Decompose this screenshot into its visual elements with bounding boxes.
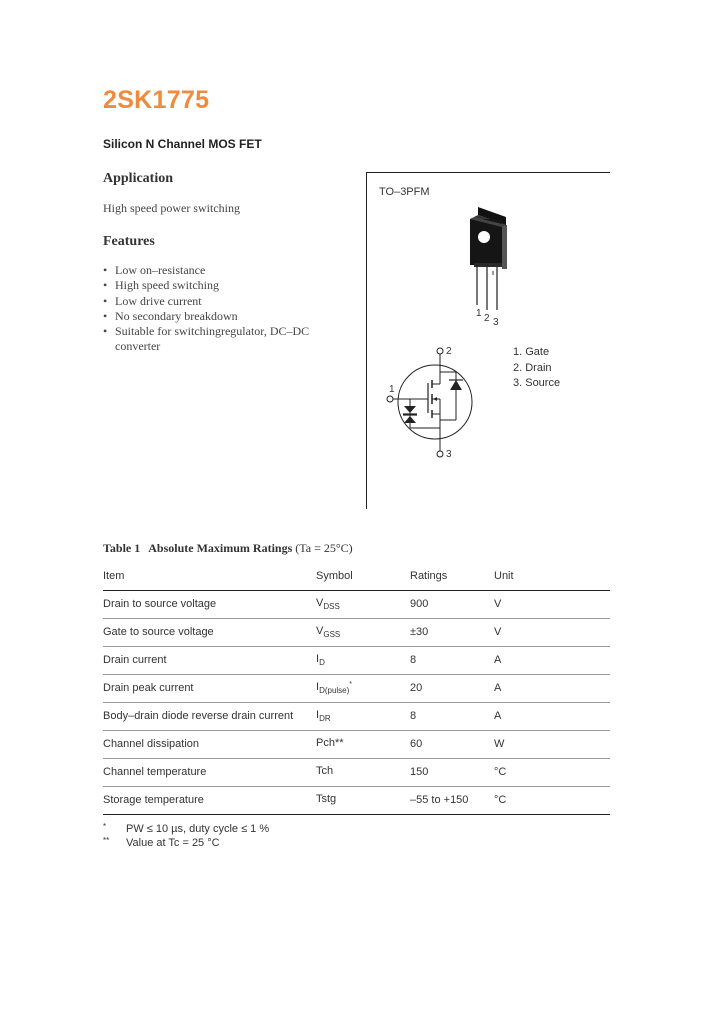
- footnote-text: PW ≤ 10 µs, duty cycle ≤ 1 %: [126, 823, 270, 835]
- bullet-icon: •: [103, 324, 108, 339]
- feature-item: • No secondary breakdown: [103, 308, 238, 323]
- feature-item: • Low drive current: [103, 293, 202, 308]
- subtitle: Silicon N Channel MOS FET: [103, 137, 262, 151]
- schematic-drain-label: 2: [446, 346, 452, 357]
- header-item: Item: [103, 562, 316, 590]
- footnote-text: Value at Tc = 25 °C: [126, 837, 220, 849]
- ratings-table: [103, 562, 610, 815]
- table-caption: Table 1 Absolute Maximum Ratings (Ta = 25°C): [103, 541, 353, 555]
- table-row: Storage temperature Tstg –55 to +150 °C: [103, 786, 610, 814]
- pin-number: 2: [484, 313, 490, 324]
- table-row: Gate to source voltage $V_{GSS}$ ±30 V: [103, 618, 610, 646]
- table-row: Channel temperature Tch 150 °C: [103, 758, 610, 786]
- schematic-source-label: 3: [446, 449, 452, 460]
- footnote-mark: **: [103, 836, 110, 845]
- mosfet-schematic-icon: [380, 342, 490, 464]
- package-name: TO–3PFM: [379, 186, 430, 198]
- bullet-icon: •: [103, 278, 108, 293]
- part-number-title: 2SK1775: [103, 86, 210, 114]
- pin-gate-label: 1. Gate: [513, 346, 550, 358]
- feature-item: • Suitable for switchingregulator, DC–DC converter: [103, 324, 310, 354]
- header-ratings: Ratings: [410, 562, 494, 590]
- features-list: [103, 263, 343, 355]
- header-unit: Unit: [494, 562, 610, 590]
- table-row: Body–drain diode reverse drain current $I_{DR}$ 8 A: [103, 702, 610, 730]
- pin-source-label: 3. Source: [513, 377, 561, 389]
- schematic-gate-label: 1: [389, 384, 395, 395]
- table-row: Drain current $I_D$ 8 A: [103, 646, 610, 674]
- table-row: Channel dissipation Pch** 60 W: [103, 730, 610, 758]
- application-heading: Application: [103, 171, 174, 186]
- features-heading: Features: [103, 234, 155, 249]
- pin-number: 3: [493, 317, 499, 328]
- feature-item: • Low on–resistance: [103, 263, 206, 277]
- footnote-mark: *: [103, 822, 107, 831]
- table-row: Drain to source voltage $V_{DSS}$ 900 V: [103, 590, 610, 618]
- bullet-icon: •: [103, 293, 108, 308]
- pin-legend: [513, 345, 560, 392]
- bullet-icon: •: [103, 263, 108, 277]
- application-text: High speed power switching: [103, 201, 240, 215]
- table-row: Drain peak current $I_{D(pulse)}^*$ 20 A: [103, 674, 610, 702]
- table-header-row: [103, 562, 610, 590]
- pin-number: 1: [476, 308, 482, 319]
- pin-drain-label: 2. Drain: [513, 361, 552, 374]
- header-symbol: Symbol: [316, 562, 410, 590]
- bullet-icon: •: [103, 308, 108, 323]
- package-drawing-icon: [462, 205, 532, 310]
- feature-item: • High speed switching: [103, 278, 219, 293]
